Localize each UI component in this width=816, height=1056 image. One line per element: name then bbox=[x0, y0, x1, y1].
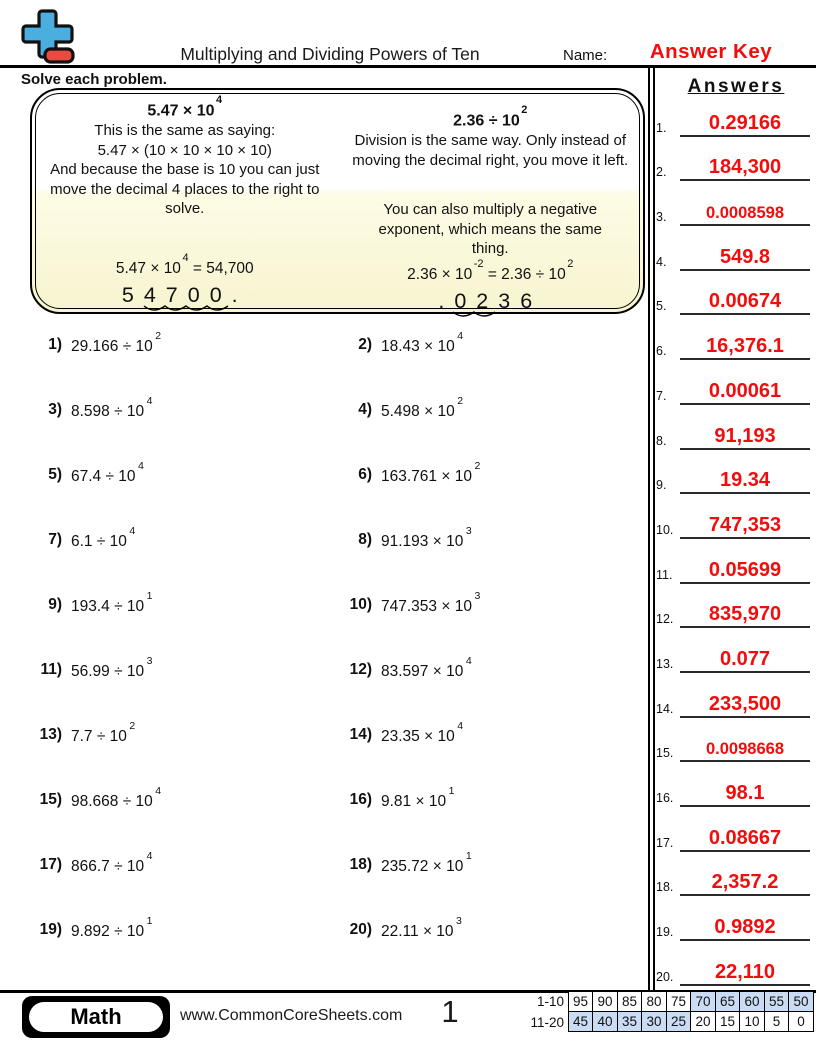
answer-slot bbox=[656, 92, 813, 137]
answer-number: 19. bbox=[656, 925, 674, 940]
answer-value: 747,353 bbox=[708, 513, 782, 536]
answer-blank-line bbox=[680, 289, 810, 315]
answer-value: 184,300 bbox=[708, 156, 782, 179]
answer-value: 22,110 bbox=[714, 960, 776, 983]
problem-expression: $67.4 \div 10^4$ bbox=[71, 460, 144, 486]
score-cell: 25 bbox=[666, 1011, 692, 1032]
exponent: 2 bbox=[567, 257, 574, 270]
problem-item bbox=[340, 588, 645, 653]
exponent: 4 bbox=[457, 330, 464, 342]
problem-number: 15) bbox=[39, 791, 62, 808]
exponent: 4 bbox=[155, 785, 162, 797]
answer-number: 8. bbox=[656, 433, 667, 448]
decimal-move-demo-div bbox=[438, 289, 543, 314]
example-multiplication bbox=[32, 90, 338, 312]
score-cells bbox=[569, 991, 814, 1012]
exponent: 4 bbox=[182, 251, 189, 264]
problem-item bbox=[30, 913, 340, 978]
answer-number: 13. bbox=[656, 656, 674, 671]
problem-expression: $163.761 \times 10^2$ bbox=[381, 460, 481, 486]
answer-blank-line bbox=[680, 513, 810, 539]
answer-blank-line bbox=[680, 558, 810, 584]
answer-blank-line bbox=[680, 960, 810, 986]
problem-number: 12) bbox=[349, 661, 372, 678]
problem-item bbox=[340, 783, 645, 848]
answer-number: 16. bbox=[656, 791, 674, 805]
score-cell: 95 bbox=[568, 991, 594, 1012]
answer-slot bbox=[656, 941, 813, 986]
answer-value: 0.29166 bbox=[708, 111, 782, 134]
exponent: 2 bbox=[457, 395, 464, 407]
answer-number: 3. bbox=[656, 210, 667, 225]
answer-slot bbox=[656, 315, 813, 360]
answer-value: 0.077 bbox=[719, 647, 771, 670]
score-cell: 55 bbox=[764, 991, 790, 1012]
problem-item bbox=[340, 718, 645, 783]
exponent: 4 bbox=[457, 720, 464, 732]
problem-item bbox=[340, 653, 645, 718]
score-row-label: 1-10 bbox=[536, 994, 564, 1009]
problem-number: 3) bbox=[48, 401, 62, 418]
example-div-equation: $2.36 \times 10^{-2} = 2.36 \div 10^2$ bbox=[407, 257, 574, 283]
example-div-heading: $2.36 \div 10^2$ bbox=[453, 104, 528, 130]
problem-expression: $866.7 \div 10^4$ bbox=[71, 850, 153, 876]
answer-value: 0.0098668 bbox=[706, 740, 784, 759]
score-cell: 40 bbox=[592, 1011, 618, 1032]
answer-slot bbox=[656, 718, 813, 763]
answer-blank-line bbox=[680, 647, 810, 673]
problem-expression: $9.81 \times 10^1$ bbox=[381, 785, 455, 811]
problem-expression: $56.99 \div 10^3$ bbox=[71, 655, 153, 681]
score-cell: 85 bbox=[617, 991, 643, 1012]
score-cell: 75 bbox=[666, 991, 692, 1012]
problem-expression: $193.4 \div 10^1$ bbox=[71, 590, 153, 616]
answer-blank-line bbox=[680, 468, 810, 494]
answer-value: 549.8 bbox=[719, 245, 771, 268]
answer-number: 20. bbox=[656, 969, 674, 984]
problem-item bbox=[340, 328, 645, 393]
answer-slot bbox=[656, 405, 813, 450]
problem-number: 5) bbox=[48, 466, 62, 483]
score-cell: 45 bbox=[568, 1011, 594, 1032]
answer-number: 18. bbox=[656, 880, 674, 895]
exponent: 3 bbox=[146, 655, 153, 667]
answer-slot bbox=[656, 181, 813, 226]
problem-expression: $6.1 \div 10^4$ bbox=[71, 525, 136, 551]
answer-value: 0.0008598 bbox=[706, 204, 784, 223]
answer-value: 233,500 bbox=[708, 692, 782, 715]
page-number: 1 bbox=[441, 994, 459, 1029]
answer-slot bbox=[656, 271, 813, 316]
exponent: 4 bbox=[146, 850, 153, 862]
problem-expression: $747.353 \times 10^3$ bbox=[381, 590, 481, 616]
problem-item bbox=[340, 523, 645, 588]
answer-blank-line bbox=[680, 602, 810, 628]
header-divider bbox=[0, 65, 816, 68]
answer-value: 19.34 bbox=[719, 469, 771, 492]
answer-blank-line bbox=[680, 245, 810, 271]
answer-number: 1. bbox=[656, 120, 667, 135]
answer-blank-line bbox=[680, 424, 810, 450]
problem-expression: $18.43 \times 10^4$ bbox=[381, 330, 464, 356]
problem-number: 14) bbox=[349, 726, 372, 743]
score-cells bbox=[569, 1012, 814, 1033]
problem-expression: $91.193 \times 10^3$ bbox=[381, 525, 472, 551]
score-cell: 10 bbox=[739, 1011, 765, 1032]
problem-number: 16) bbox=[349, 791, 372, 808]
answer-slot bbox=[656, 226, 813, 271]
instructions-label: Solve each problem. bbox=[21, 71, 167, 88]
score-cell: 20 bbox=[690, 1011, 716, 1032]
page-title: Multiplying and Dividing Powers of Ten bbox=[180, 44, 480, 64]
answer-value: 0.9892 bbox=[714, 916, 776, 939]
problem-expression: $29.166 \div 10^2$ bbox=[71, 330, 162, 356]
answer-number: 10. bbox=[656, 522, 674, 537]
example-mult-line2: 5.47 × (10 × 10 × 10 × 10) bbox=[97, 141, 272, 159]
problem-item bbox=[340, 393, 645, 458]
problem-number: 11) bbox=[40, 661, 62, 678]
example-mult-equation: $5.47 \times 10^4 = 54,700$ bbox=[115, 251, 254, 277]
answer-slot bbox=[656, 450, 813, 495]
problem-item bbox=[30, 653, 340, 718]
problem-expression: $98.668 \div 10^4$ bbox=[71, 785, 162, 811]
score-row-label: 11-20 bbox=[530, 1015, 564, 1030]
decimal-hop-arcs-icon bbox=[142, 304, 232, 314]
answer-slot bbox=[656, 852, 813, 897]
problem-item bbox=[30, 458, 340, 523]
answer-number: 17. bbox=[656, 835, 674, 850]
score-cell: 35 bbox=[617, 1011, 643, 1032]
problem-number: 17) bbox=[39, 856, 62, 873]
exponent: -2 bbox=[473, 257, 484, 270]
exponent: 1 bbox=[146, 590, 153, 602]
exponent: 1 bbox=[146, 915, 153, 927]
answer-blank-line bbox=[680, 334, 810, 360]
demo-digits: .0236 bbox=[438, 289, 543, 314]
answer-blank-line bbox=[680, 111, 810, 137]
problems-grid bbox=[30, 328, 645, 978]
subject-badge-label: Math bbox=[29, 1002, 163, 1032]
answer-slot bbox=[656, 539, 813, 584]
score-cell: 50 bbox=[788, 991, 814, 1012]
example-div-line1: Division is the same way. Only instead of moving the decimal right, you move it left. bbox=[352, 132, 629, 169]
answer-value: 835,970 bbox=[708, 603, 782, 626]
problem-number: 9) bbox=[48, 596, 62, 613]
exponent: 3 bbox=[465, 525, 472, 537]
problem-expression: $8.598 \div 10^4$ bbox=[71, 395, 153, 421]
answer-blank-line bbox=[680, 826, 810, 852]
answer-number: 7. bbox=[656, 388, 667, 403]
answer-value: 91,193 bbox=[714, 424, 776, 447]
name-value-answer-key: Answer Key bbox=[649, 40, 773, 63]
score-row bbox=[523, 991, 814, 1012]
problem-item bbox=[30, 718, 340, 783]
exponent: 2 bbox=[521, 104, 528, 116]
score-row bbox=[523, 1012, 814, 1033]
answer-number: 2. bbox=[656, 165, 667, 180]
problem-expression: $9.892 \div 10^1$ bbox=[71, 915, 153, 941]
decimal-hop-arcs-icon bbox=[451, 310, 499, 320]
answer-number: 15. bbox=[656, 746, 674, 761]
problem-item bbox=[30, 328, 340, 393]
decimal-move-demo-mult bbox=[121, 283, 248, 308]
answers-column-divider bbox=[648, 68, 655, 990]
answer-slot bbox=[656, 762, 813, 807]
example-mult-line1: This is the same as saying: bbox=[94, 122, 276, 140]
example-mult-line3: And because the base is 10 you can just move the decimal 4 places to the right to solve. bbox=[50, 161, 320, 218]
score-cell: 30 bbox=[641, 1011, 667, 1032]
answer-value: 2,357.2 bbox=[711, 871, 779, 894]
problem-number: 1) bbox=[48, 336, 62, 353]
problem-item bbox=[30, 393, 340, 458]
problem-item bbox=[30, 588, 340, 653]
subject-badge bbox=[22, 996, 170, 1038]
problem-item bbox=[340, 913, 645, 978]
answer-blank-line bbox=[680, 781, 810, 807]
problem-number: 7) bbox=[48, 531, 62, 548]
score-cell: 15 bbox=[715, 1011, 741, 1032]
plus-minus-logo-icon bbox=[16, 8, 80, 68]
problem-item bbox=[340, 458, 645, 523]
example-columns bbox=[32, 90, 643, 312]
answers-list bbox=[656, 92, 813, 986]
problem-expression: $23.35 \times 10^4$ bbox=[381, 720, 464, 746]
score-cell: 0 bbox=[788, 1011, 814, 1032]
score-cell: 80 bbox=[641, 991, 667, 1012]
score-cell: 70 bbox=[690, 991, 716, 1012]
score-cell: 90 bbox=[592, 991, 618, 1012]
exponent: 1 bbox=[465, 850, 472, 862]
score-table bbox=[523, 991, 814, 1033]
problem-expression: $7.7 \div 10^2$ bbox=[71, 720, 136, 746]
example-box bbox=[30, 88, 645, 314]
answer-value: 16,376.1 bbox=[706, 335, 784, 358]
problem-expression: $22.11 \times 10^3$ bbox=[381, 915, 462, 941]
problem-item bbox=[30, 783, 340, 848]
answer-blank-line bbox=[680, 202, 810, 226]
exponent: 2 bbox=[129, 720, 136, 732]
answer-number: 14. bbox=[656, 701, 674, 716]
answer-blank-line bbox=[680, 379, 810, 405]
problem-expression: $5.498 \times 10^2$ bbox=[381, 395, 464, 421]
exponent: 2 bbox=[474, 460, 481, 472]
answer-slot bbox=[656, 807, 813, 852]
answer-blank-line bbox=[680, 870, 810, 896]
answer-number: 12. bbox=[656, 612, 674, 627]
score-cell: 60 bbox=[739, 991, 765, 1012]
exponent: 4 bbox=[129, 525, 136, 537]
problem-number: 10) bbox=[349, 596, 372, 613]
answer-number: 5. bbox=[656, 299, 667, 314]
answer-value: 0.00061 bbox=[708, 379, 782, 402]
problem-number: 20) bbox=[349, 921, 372, 938]
problem-number: 2) bbox=[358, 336, 372, 353]
answer-number: 9. bbox=[656, 478, 667, 493]
answer-slot bbox=[656, 494, 813, 539]
answer-number: 4. bbox=[656, 254, 667, 269]
answer-value: 0.05699 bbox=[708, 558, 782, 581]
problem-number: 6) bbox=[358, 466, 372, 483]
problem-number: 8) bbox=[358, 531, 372, 548]
exponent: 4 bbox=[216, 94, 223, 106]
answer-slot bbox=[656, 896, 813, 941]
answer-number: 6. bbox=[656, 344, 667, 359]
exponent: 4 bbox=[146, 395, 153, 407]
exponent: 3 bbox=[456, 915, 462, 927]
score-cell: 65 bbox=[715, 991, 741, 1012]
exponent: 1 bbox=[448, 785, 455, 797]
problem-expression: $235.72 \times 10^1$ bbox=[381, 850, 472, 876]
answer-value: 0.08667 bbox=[708, 826, 782, 849]
answer-blank-line bbox=[680, 738, 810, 762]
problem-item bbox=[30, 848, 340, 913]
problem-item bbox=[30, 523, 340, 588]
problem-item bbox=[340, 848, 645, 913]
answer-slot bbox=[656, 673, 813, 718]
answer-blank-line bbox=[680, 692, 810, 718]
score-cell: 5 bbox=[764, 1011, 790, 1032]
problem-expression: $83.597 \times 10^4$ bbox=[381, 655, 472, 681]
answer-number: 11. bbox=[656, 567, 673, 582]
answer-value: 0.00674 bbox=[708, 290, 782, 313]
problem-number: 18) bbox=[349, 856, 372, 873]
exponent: 3 bbox=[474, 590, 481, 602]
website-url: www.CommonCoreSheets.com bbox=[180, 1007, 403, 1024]
example-mult-heading: $5.47 \times 10^4$ bbox=[147, 94, 223, 120]
problem-number: 4) bbox=[358, 401, 372, 418]
answers-heading: Answers bbox=[687, 76, 785, 97]
answer-slot bbox=[656, 137, 813, 182]
answer-blank-line bbox=[680, 155, 810, 181]
demo-digits: 54700. bbox=[121, 283, 248, 308]
exponent: 4 bbox=[138, 460, 144, 472]
answer-slot bbox=[656, 628, 813, 673]
name-label: Name: bbox=[563, 47, 608, 64]
answer-blank-line bbox=[680, 915, 810, 941]
exponent: 4 bbox=[465, 655, 472, 667]
answer-slot bbox=[656, 360, 813, 405]
problem-number: 13) bbox=[39, 726, 62, 743]
answer-slot bbox=[656, 584, 813, 629]
problem-number: 19) bbox=[39, 921, 62, 938]
exponent: 2 bbox=[155, 330, 162, 342]
answer-value: 98.1 bbox=[725, 782, 765, 804]
example-div-line2: You can also multiply a negative exponent, which means the same thing. bbox=[378, 201, 602, 258]
example-division bbox=[338, 90, 644, 312]
